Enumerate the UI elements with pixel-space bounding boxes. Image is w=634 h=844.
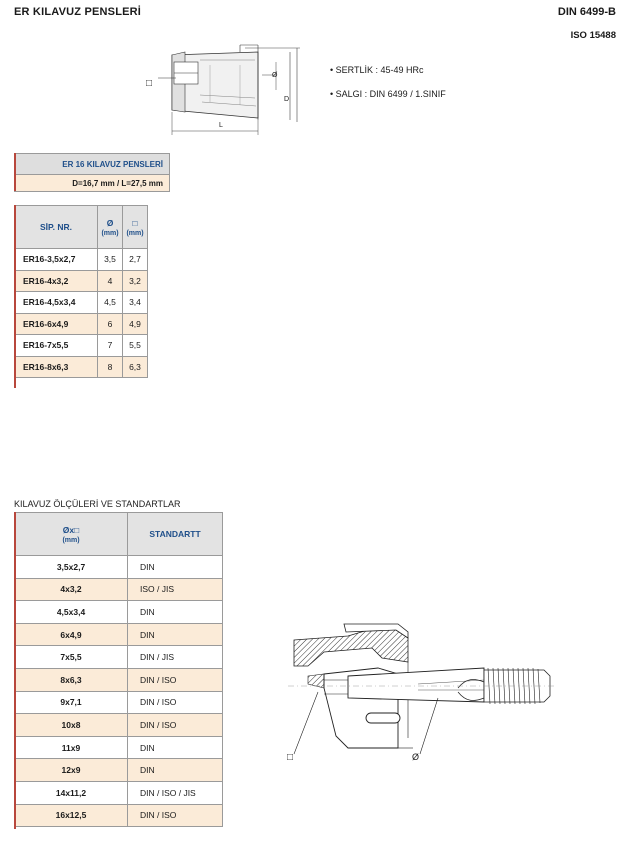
collet-info-box [14, 153, 170, 192]
specs-list [330, 58, 446, 106]
square-symbol: □ [146, 78, 153, 89]
table-row: ER16-6x4,9 6 4,9 [15, 313, 148, 335]
table-row: 10x8 DIN / ISO [15, 714, 223, 737]
table-row: 6x4,9 DIN [15, 623, 223, 646]
dimension-l-label: L [219, 122, 223, 129]
standards-table [14, 512, 223, 827]
diameter-symbol: Ø [272, 72, 278, 79]
parts-accent-bar [14, 205, 16, 388]
iso-standard-label: ISO 15488 [570, 30, 616, 41]
table-row: ER16-3,5x2,7 3,5 2,7 [15, 249, 148, 271]
header-order-no: SİP. NR. [15, 206, 98, 249]
table-row: 7x5,5 DIN / JIS [15, 646, 223, 669]
diameter-symbol: Ø [412, 752, 420, 762]
table-row: 3,5x2,7 DIN [15, 556, 223, 579]
table-row: 8x6,3 DIN / ISO [15, 668, 223, 691]
parts-table [14, 205, 148, 378]
table-row: 16x12,5 DIN / ISO [15, 804, 223, 827]
collet-info-dims: D=16,7 mm / L=27,5 mm [15, 175, 170, 192]
table-row: ER16-4,5x3,4 4,5 3,4 [15, 292, 148, 314]
collet-drawing [140, 40, 310, 140]
tap-holder-drawing [288, 618, 558, 768]
table-row: 12x9 DIN [15, 759, 223, 782]
table-row: 14x11,2 DIN / ISO / JIS [15, 781, 223, 804]
info-accent-bar [14, 153, 16, 191]
din-standard-label: DIN 6499-B [557, 6, 616, 18]
table-row: 9x7,1 DIN / ISO [15, 691, 223, 714]
table-row: 4,5x3,4 DIN [15, 601, 223, 624]
hardness-spec: • SERTLİK : 45-49 HRc [330, 58, 446, 82]
dimension-d-label: D [284, 96, 290, 103]
header-diameter: Ø (mm) [98, 206, 123, 249]
table-row: 11x9 DIN [15, 736, 223, 759]
runout-spec: • SALGI : DIN 6499 / 1.SINIF [330, 82, 446, 106]
header-standard: STANDARTT [128, 513, 223, 556]
standards-title: KILAVUZ ÖLÇÜLERİ VE STANDARTLAR [14, 499, 181, 509]
table-row: ER16-7x5,5 7 5,5 [15, 335, 148, 357]
table-row: 4x3,2 ISO / JIS [15, 578, 223, 601]
page-title: ER KILAVUZ PENSLERİ [14, 6, 142, 18]
header-size: Øx□ (mm) [15, 513, 128, 556]
square-symbol: □ [287, 752, 294, 763]
table-row: ER16-8x6,3 8 6,3 [15, 356, 148, 378]
table-row: ER16-4x3,2 4 3,2 [15, 270, 148, 292]
header-square: □ (mm) [123, 206, 148, 249]
collet-info-title: ER 16 KILAVUZ PENSLERİ [15, 154, 170, 175]
standards-accent-bar [14, 512, 16, 829]
